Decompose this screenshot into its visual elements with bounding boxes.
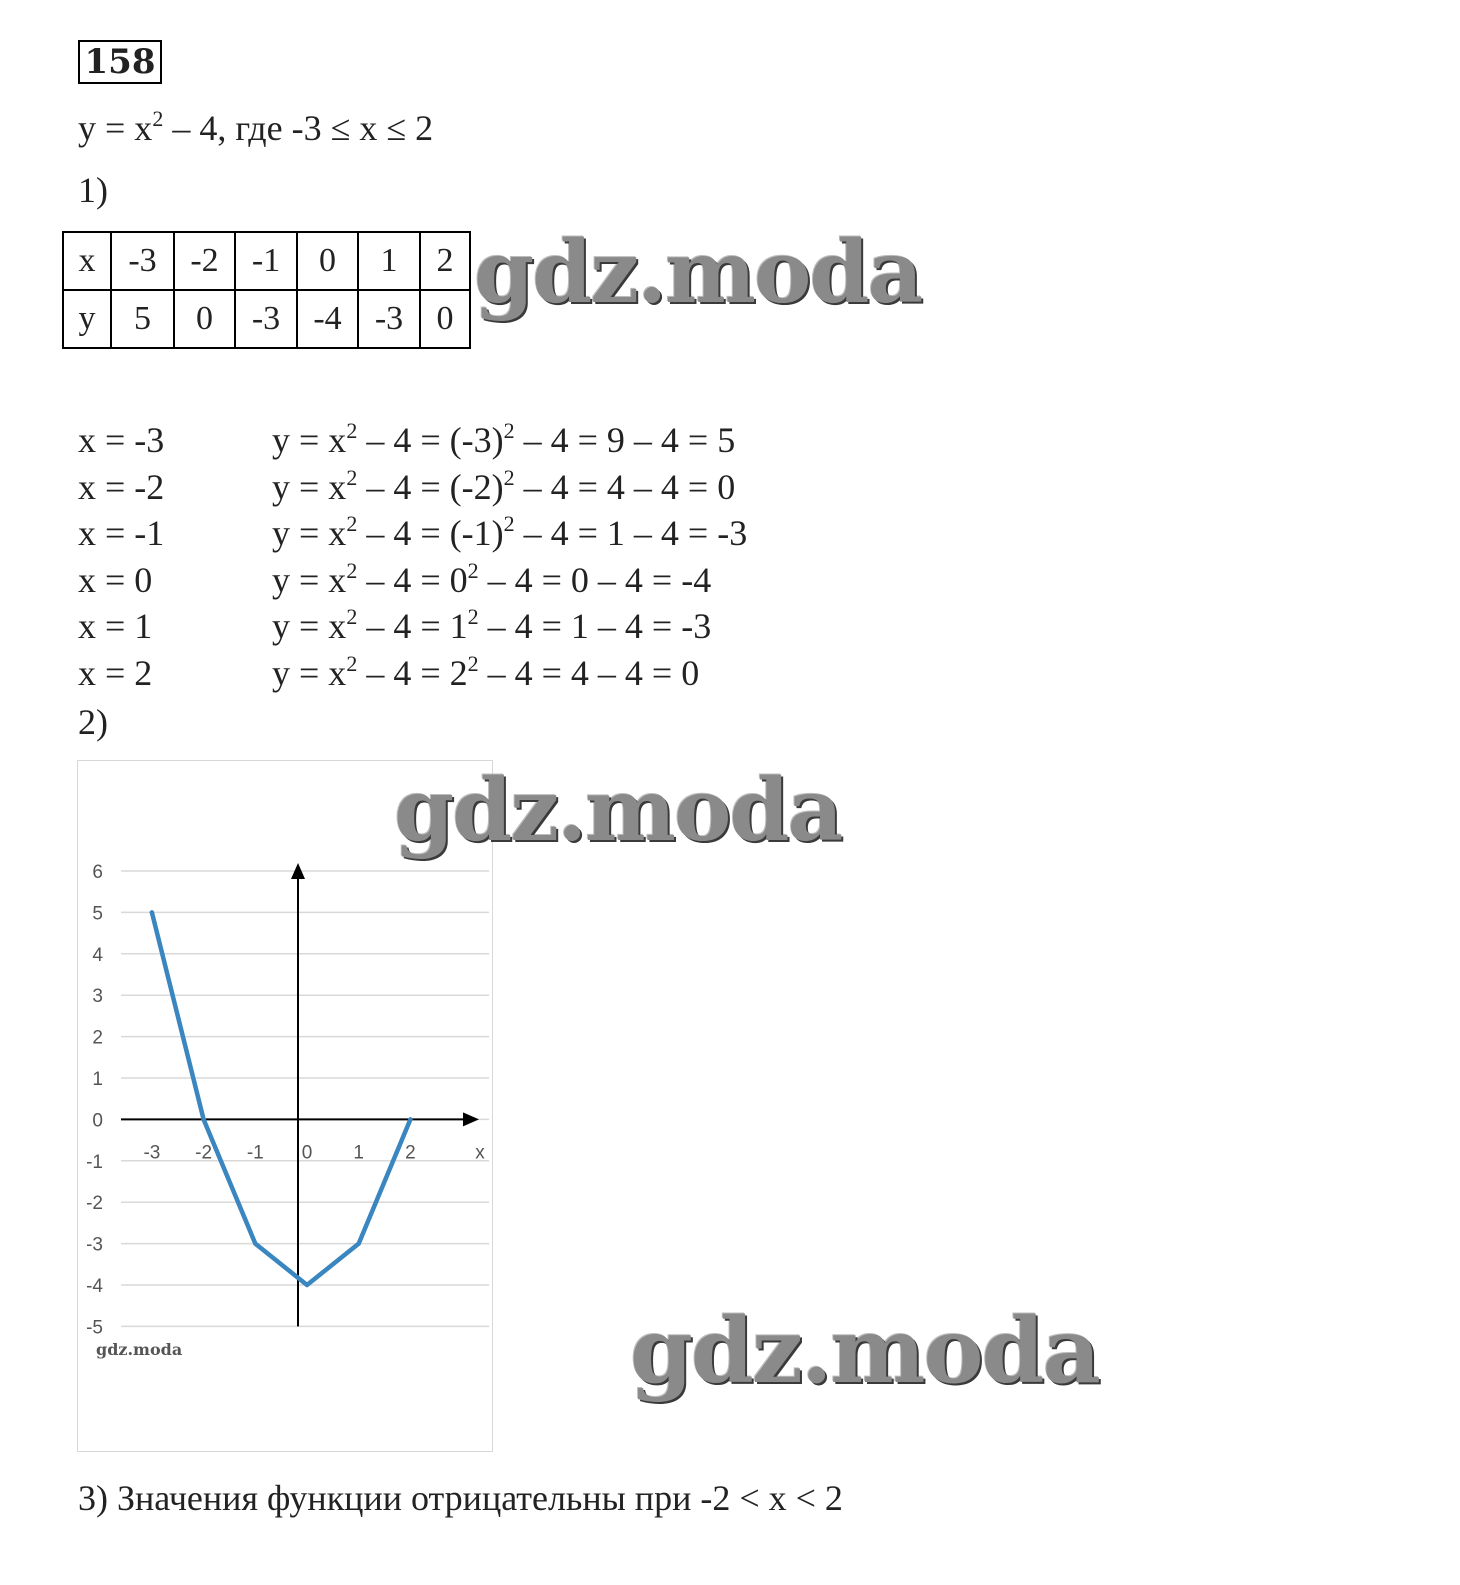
graph-frame xyxy=(77,760,493,1452)
calc-line: $y = x^2 - 4 = (-3)^2 - 4 = 9 - 4 = 5$ xyxy=(272,418,736,460)
part2-label: 2) xyxy=(78,702,108,742)
calc-x-label: x = 2 xyxy=(78,653,153,693)
calc-x-label: x = 0 xyxy=(78,560,153,600)
y-tick-label: -4 xyxy=(86,1276,103,1297)
watermark: gdz.moda xyxy=(394,760,842,861)
calc-line: $y = x^2 - 4 = (-1)^2 - 4 = 1 - 4 = -3$ xyxy=(272,511,748,553)
watermark: gdz.moda xyxy=(474,222,922,323)
data-point xyxy=(253,1241,257,1245)
data-point xyxy=(305,1283,309,1287)
table-cell-x-header: x xyxy=(63,232,111,290)
series-line xyxy=(152,912,411,1285)
x-tick-label: -1 xyxy=(246,1142,264,1164)
table-cell: 0 xyxy=(174,290,235,348)
y-tick-label: -5 xyxy=(86,1317,103,1339)
table-cell: -1 xyxy=(235,232,297,290)
formula-domain: – 4, где -3 ≤ x ≤ 2 xyxy=(163,108,434,148)
table-cell: 1 xyxy=(358,232,420,290)
data-point xyxy=(150,910,154,914)
data-point xyxy=(201,1117,205,1121)
calc-x-label: x = -2 xyxy=(78,467,165,507)
formula-base: y = x xyxy=(78,108,153,148)
calc-line: $y = x^2 - 4 = 1^2 - 4 = 1 - 4 = -3$ xyxy=(272,604,712,646)
y-tick-label: 4 xyxy=(92,944,103,966)
calc-line: $y = x^2 - 4 = 0^2 - 4 = 0 - 4 = -4$ xyxy=(272,558,712,600)
table-cell: 5 xyxy=(111,290,174,348)
graph-watermark: gdz.moda xyxy=(96,1340,183,1359)
x-axis-arrow-icon xyxy=(463,1112,479,1126)
values-table xyxy=(62,231,471,349)
function-graph xyxy=(78,761,494,1453)
x-tick-label: -3 xyxy=(143,1142,161,1164)
table-row xyxy=(63,232,470,290)
table-cell: 2 xyxy=(420,232,470,290)
table-cell: -3 xyxy=(358,290,420,348)
table-cell: -3 xyxy=(111,232,174,290)
y-tick-label: 5 xyxy=(92,903,103,925)
table-cell-y-header: y xyxy=(63,290,111,348)
table-cell: 0 xyxy=(420,290,470,348)
problem-number: 158 xyxy=(78,40,162,84)
y-tick-label: -3 xyxy=(86,1234,103,1256)
x-tick-label: 1 xyxy=(353,1142,364,1164)
part1-label: 1) xyxy=(78,170,108,210)
part3-answer: 3) Значения функции отрицательны при -2 < x < 2 xyxy=(78,1478,843,1518)
calc-x-label: x = -3 xyxy=(78,420,165,460)
y-tick-label: -1 xyxy=(86,1151,103,1173)
calc-line: $y = x^2 - 4 = (-2)^2 - 4 = 4 - 4 = 0$ xyxy=(272,465,736,507)
table-cell: 0 xyxy=(297,232,358,290)
y-tick-label: 6 xyxy=(92,862,103,883)
table-row xyxy=(63,290,470,348)
data-point xyxy=(357,1241,361,1245)
y-tick-label: -2 xyxy=(86,1193,103,1215)
calc-x-label: x = -1 xyxy=(78,513,165,553)
table-cell: -4 xyxy=(297,290,358,348)
formula-exponent: 2 xyxy=(152,106,164,131)
x-tick-label: -2 xyxy=(195,1142,213,1164)
calc-x-label: x = 1 xyxy=(78,606,153,646)
y-tick-label: 3 xyxy=(92,986,103,1008)
y-tick-label: 2 xyxy=(92,1027,103,1049)
watermark: gdz.moda xyxy=(630,1298,1099,1404)
x-axis-label: x xyxy=(475,1142,485,1164)
x-tick-label: 2 xyxy=(405,1142,416,1164)
data-point xyxy=(408,1117,412,1121)
x-tick-label: 0 xyxy=(301,1142,313,1164)
function-formula xyxy=(78,106,433,150)
table-cell: -2 xyxy=(174,232,235,290)
table-cell: -3 xyxy=(235,290,297,348)
y-tick-label: 0 xyxy=(92,1110,103,1132)
calc-line: $y = x^2 - 4 = 2^2 - 4 = 4 - 4 = 0$ xyxy=(272,651,700,693)
y-tick-label: 1 xyxy=(92,1069,103,1090)
